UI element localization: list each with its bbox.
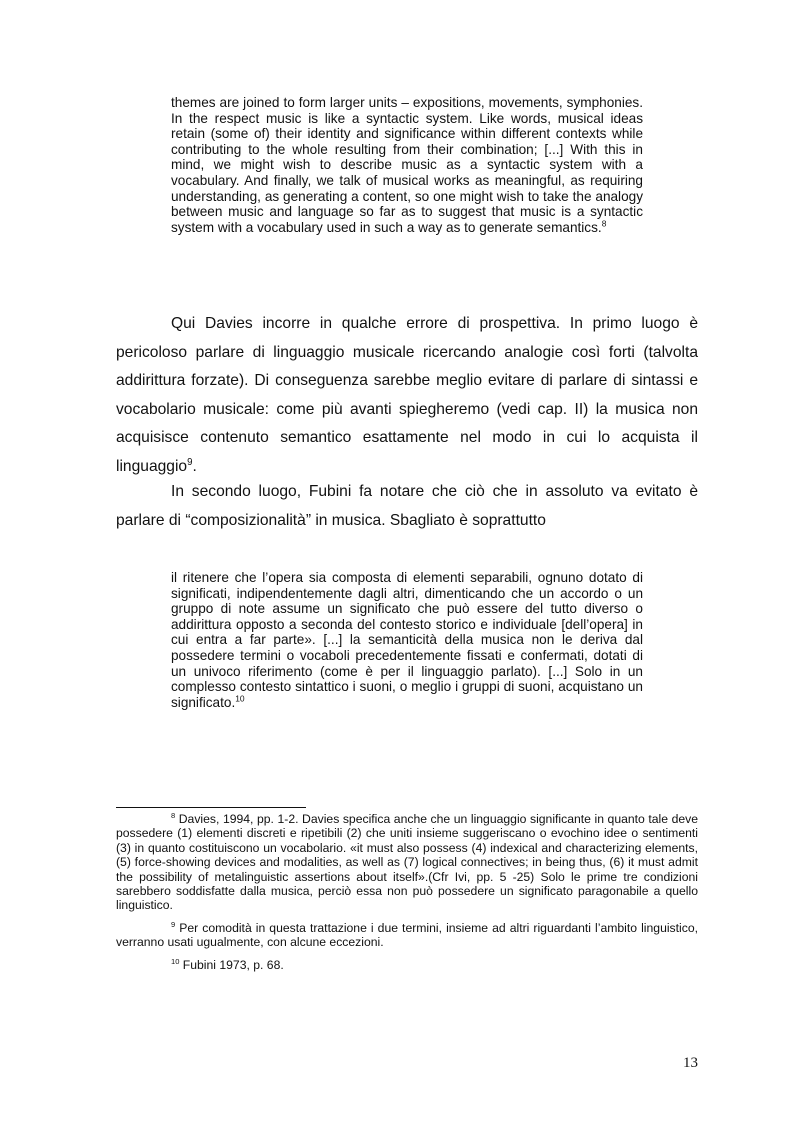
block-quote-davies <box>171 95 643 235</box>
body-paragraph-1 <box>116 310 698 481</box>
footnote-ref-9[interactable]: 9 <box>187 456 193 468</box>
footnote-ref-10[interactable]: 10 <box>235 693 245 704</box>
footnote-9 <box>116 921 698 950</box>
footnote-separator <box>116 807 306 808</box>
footnote-text: Fubini 1973, p. 68. <box>179 957 284 972</box>
footnote-10 <box>116 958 698 972</box>
page-number: 13 <box>683 1055 698 1071</box>
footnote-number: 9 <box>171 919 176 929</box>
quote-text: themes are joined to form larger units – expositions, movements, symphonies. In the respect music is like a syntactic system. Like words, musical ideas retain (some of) their identity and significance within different contexts while contributing to the whole resulting from their combination; [...] With this in mind, we might wish to describe music as a syntactic system with a vocabulary. And finally, we talk of musical works as meaningful, as requiring understanding, as generating a content, so one might wish to take the analogy between music and language so far as to suggest that music is a syntactic system with a vocabulary used in such a way as to generate semantics. <box>171 95 643 235</box>
footnote-text: Davies, 1994, pp. 1-2. Davies specifica anche che un linguaggio significante in quanto tale deve possedere (1) elementi discreti e ripetibili (2) che uniti insieme suggeriscano o evochino idee o sentimenti (3) in quanto costituiscono un vocabolario. «it must also possess (4) indexical and characterizing elements, (5) force-showing devices and modalities, as well as (7) logical connectives; in being thus, (6) it must admit the possibility of metalinguistic assertions about itself».(Cfr Ivi, pp. 5 -25) Solo le prime tre condizioni sarebbero soddisfatte dalla musica, perciò essa non può possedere un significato paragonabile a quello linguistico. <box>116 812 698 913</box>
quote-text: il ritenere che l’opera sia composta di elementi separabili, ognuno dotato di significati, indipendentemente dagli altri, dimenticando che un accordo o un gruppo di note assume un significato che può essere del tutto diverso o addirittura opposto a seconda del contesto storico e individuale [dell’opera] in cui entra a far parte». [...] la semanticità della musica non le deriva dal possedere termini o vocaboli precedentemente fissati e confermati, dotati di un univoco riferimento (come è per il linguaggio parlato). [...] Solo in un complesso contesto sintattico i suoni, o meglio i gruppi di suoni, acquistano un significato. <box>171 570 643 710</box>
block-quote-fubini <box>171 570 643 710</box>
paragraph-end: . <box>192 457 197 475</box>
footnote-8 <box>116 812 698 913</box>
body-paragraph-2 <box>116 478 698 535</box>
footnote-ref-8[interactable]: 8 <box>601 218 607 229</box>
footnote-text: Per comodità in questa trattazione i due termini, insieme ad altri riguardanti l’ambito linguistico, verranno usati ugualmente, con alcune eccezioni. <box>116 920 698 950</box>
footnote-number: 10 <box>171 956 180 966</box>
paragraph-text: Qui Davies incorre in qualche errore di prospettiva. In primo luogo è pericoloso parlare di linguaggio musicale ricercando analogie così forti (talvolta addirittura forzate). Di conseguenza sarebbe meglio evitare di parlare di sintassi e vocabolario musicale: come più avanti spiegheremo (vedi cap. II) la musica non acquisisce contenuto semantico esattamente nel modo in cui lo acquista il linguaggio <box>116 315 698 475</box>
footnote-number: 8 <box>171 810 176 820</box>
footnotes <box>116 812 698 980</box>
paragraph-text: In secondo luogo, Fubini fa notare che ciò che in assoluto va evitato è parlare di “composizionalità” in musica. Sbagliato è soprattutto <box>116 483 698 529</box>
